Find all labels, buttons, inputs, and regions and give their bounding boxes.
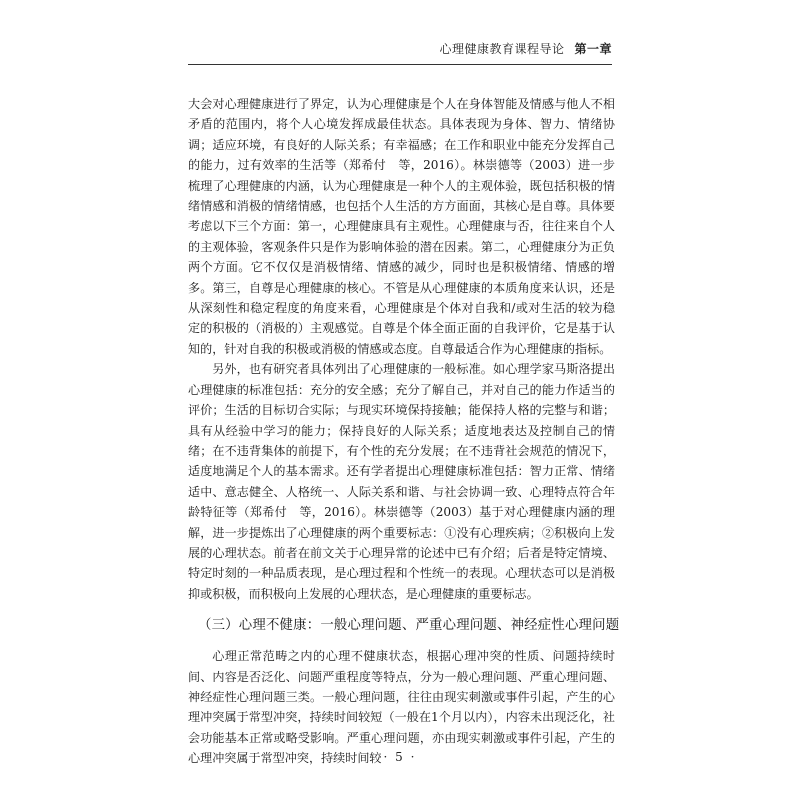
header-divider — [188, 64, 612, 65]
paragraph: 大会对心理健康进行了界定，认为心理健康是个人在身体智能及情感与他人不相矛盾的范围内，将个人心境发挥成最佳状态。具体表现为身体、智力、情绪协调；适应环境，有良好的人际关系；有幸福感；在工作和职业中能充分发挥自己的能力，过有效率的生活等（郑希付 等，2016）。林崇德等（2003）进一步梳理了心理健康的内涵，认为心理健康是一种个人的主观体验，既包括积极的情绪情感和消极的情绪情感，也包括个人生活的方方面面，其核心是自尊。具体要考虑以下三个方面：第一，心理健康具有主观性。心理健康与否，往往来自个人的主观体验，客观条件只是作为影响体验的潜在因素。第二，心理健康分为正负两个方面。它不仅仅是消极情绪、情感的减少，同时也是积极情绪、情感的增多。第三，自尊是心理健康的核心。不管是从心理健康的本质角度来认识，还是从深刻性和稳定程度的角度来看，心理健康是个体对自我和/或对生活的较为稳定的积极的（消极的）主观感觉。自尊是个体全面正面的自我评价，它是基于认知的，针对自我的积极或消极的情感或态度。自尊最适合作为心理健康的指标。 — [188, 97, 615, 356]
chapter-label: 第一章 — [574, 42, 612, 56]
running-header — [439, 40, 612, 57]
main-text — [188, 94, 620, 769]
page-number: · 5 · — [383, 750, 417, 764]
book-title: 心理健康教育课程导论 — [439, 42, 565, 56]
section-heading: （三）心理不健康：一般心理问题、严重心理问题、神经症性心理问题 — [198, 618, 620, 634]
paragraph: 心理正常范畴之内的心理不健康状态，根据心理冲突的性质、问题持续时间、内容是否泛化、问题严重程度等特点，分为一般心理问题、严重心理问题、神经症性心理问题三类。一般心理问题，往往由现实刺激或事件引起，产生的心理冲突属于常型冲突，持续时间较短（一般在1个月以内），内容未出现泛化，社会功能基本正常或略受影响。严重心理问题，亦由现实刺激或事件引起，产生的心理冲突属于常型冲突，持续时间较 — [188, 649, 615, 766]
paragraph: 另外，也有研究者具体列出了心理健康的一般标准。如心理学家马斯洛提出心理健康的标准包括：充分的安全感；充分了解自己，并对自己的能力作适当的评价；生活的目标切合实际；与现实环境保持接触；能保持人格的完整与和谐；具有从经验中学习的能力；保持良好的人际关系；适度地表达及控制自己的情绪；在不违背集体的前提下，有个性的充分发展；在不违背社会规范的情况下，适度地满足个人的基本需求。还有学者提出心理健康标准包括：智力正常、情绪适中、意志健全、人格统一、人际关系和谐、与社会协调一致、心理特点符合年龄特征等（郑希付 等，2016）。林崇德等（2003）基于对心理健康内涵的理解，进一步提炼出了心理健康的两个重要标志：①没有心理疾病；②积极向上发展的心理状态。前者在前文关于心理异常的论述中已有介绍；后者是特定情境、特定时刻的一种品质表现，是心理过程和个性统一的表现。心理状态可以是消极抑或积极，而积极向上发展的心理状态，是心理健康的重要标志。 — [188, 362, 615, 601]
